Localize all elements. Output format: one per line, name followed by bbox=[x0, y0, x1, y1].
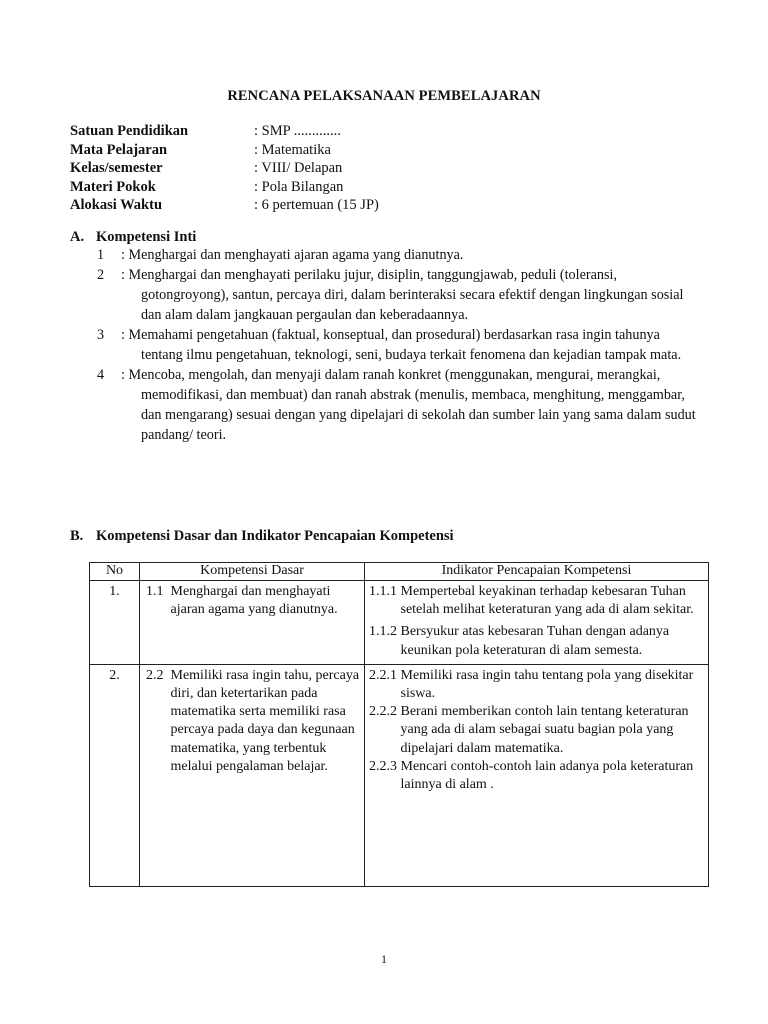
indicator-number: 1.1.2 bbox=[369, 624, 401, 640]
identity-label: Kelas/semester bbox=[70, 160, 163, 176]
column-header-no: No bbox=[90, 563, 140, 581]
list-item-text: : Mencoba, mengolah, dan menyaji dalam ranah konkret (menggunakan, mengurai, merangkai, memodifikasi, dan membuat) dan ranah abstrak (menulis, membaca, menghitung, menggambar, dan mengarang) sesuai dengan yang dipelajari di sekolah dan sumber lain yang sama dalam sudut pandang/ teori. bbox=[121, 367, 696, 443]
list-item bbox=[97, 265, 697, 325]
identity-value: : VIII/ Delapan bbox=[254, 160, 343, 176]
table-row bbox=[90, 581, 709, 665]
section-b-heading bbox=[70, 528, 454, 545]
table-header-row bbox=[90, 563, 709, 581]
identity-value: : SMP ............. bbox=[254, 123, 341, 139]
list-item bbox=[97, 325, 697, 365]
indicator-number: 2.2.3 bbox=[369, 758, 401, 774]
indicator-text: Bersyukur atas kebesaran Tuhan dengan adanya keunikan pola keteraturan di alam semesta. bbox=[400, 624, 670, 658]
section-letter: B. bbox=[70, 528, 84, 544]
list-item bbox=[97, 245, 697, 265]
identity-label: Alokasi Waktu bbox=[70, 197, 163, 213]
section-title: Kompetensi Dasar dan Indikator Pencapaian Kompetensi bbox=[96, 528, 454, 544]
indicator-text: Berani memberikan contoh lain tentang keteraturan yang ada di alam sebagai suatu bagian pola yang dipelajari dalam matematika. bbox=[400, 704, 689, 756]
list-item-text: : Menghargai dan menghayati perilaku jujur, disiplin, tanggungjawab, peduli (toleransi, gotongroyong), santun, percaya diri, dalam berinteraksi secara efektif dengan lingkungan sosial dan alam dalam jangkauan pergaulan dan keberadaannya. bbox=[121, 267, 684, 323]
indicator-text: Memiliki rasa ingin tahu tentang pola yang disekitar siswa. bbox=[400, 667, 694, 702]
indicator-item bbox=[369, 703, 704, 758]
identity-row-school bbox=[70, 122, 379, 141]
indicator-text: Mencari contoh-contoh lain adanya pola keteraturan lainnya di alam . bbox=[400, 758, 694, 793]
indicator-item bbox=[369, 583, 704, 619]
kd-number: 2.2 bbox=[146, 667, 171, 683]
identity-row-topic bbox=[70, 178, 379, 197]
indicator-item bbox=[369, 623, 704, 659]
list-item-number: 1 bbox=[97, 247, 105, 263]
kd-number: 1.1 bbox=[146, 584, 171, 599]
indicator-number: 2.2.2 bbox=[369, 704, 401, 720]
competency-table bbox=[89, 562, 709, 887]
kd-cell bbox=[140, 664, 365, 886]
section-title: Kompetensi Inti bbox=[96, 229, 197, 245]
indicator-number: 2.2.1 bbox=[369, 667, 401, 683]
column-header-ipk: Indikator Pencapaian Kompetensi bbox=[365, 563, 709, 581]
identity-label: Materi Pokok bbox=[70, 178, 156, 195]
section-letter: A. bbox=[70, 229, 85, 245]
identity-row-subject bbox=[70, 141, 379, 160]
identity-block bbox=[70, 122, 379, 215]
row-number: 1. bbox=[90, 581, 140, 665]
kd-text: Memiliki rasa ingin tahu, percaya diri, dan ketertarikan pada matematika serta memiliki rasa percaya pada daya dan kegunaan matematika, yang terbentuk melalui pengalaman belajar. bbox=[170, 667, 360, 774]
indicator-item bbox=[369, 758, 704, 794]
indicator-number: 1.1.1 bbox=[369, 584, 401, 599]
identity-label: Mata Pelajaran bbox=[70, 141, 168, 158]
column-header-kd: Kompetensi Dasar bbox=[140, 563, 365, 581]
list-item bbox=[97, 365, 697, 445]
document-title: RENCANA PELAKSANAAN PEMBELAJARAN bbox=[227, 88, 541, 104]
list-item-number: 3 bbox=[97, 327, 105, 343]
section-a-heading bbox=[70, 229, 196, 246]
indicator-item bbox=[369, 667, 704, 703]
identity-value: : 6 pertemuan (15 JP) bbox=[254, 197, 379, 213]
table-row bbox=[90, 664, 709, 886]
kd-cell bbox=[140, 581, 365, 665]
list-item-number: 2 bbox=[97, 267, 105, 283]
identity-row-class bbox=[70, 159, 379, 178]
list-item-text: : Menghargai dan menghayati ajaran agama yang dianutnya. bbox=[121, 247, 464, 263]
identity-row-time bbox=[70, 196, 379, 215]
identity-label: Satuan Pendidikan bbox=[70, 123, 189, 139]
indicator-cell bbox=[365, 581, 709, 665]
page-number: 1 bbox=[381, 952, 387, 966]
identity-value: : Matematika bbox=[254, 141, 331, 158]
row-number: 2. bbox=[90, 664, 140, 886]
identity-value: : Pola Bilangan bbox=[254, 178, 344, 195]
list-item-text: : Memahami pengetahuan (faktual, konseptual, dan prosedural) berdasarkan rasa ingin tahunya tentang ilmu pengetahuan, teknologi, seni, budaya terkait fenomena dan kejadian tampak mata. bbox=[121, 327, 682, 363]
indicator-cell bbox=[365, 664, 709, 886]
indicator-text: Mempertebal keyakinan terhadap kebesaran Tuhan setelah melihat keteraturan yang ada di alam sekitar. bbox=[400, 584, 694, 618]
kompetensi-inti-list bbox=[97, 245, 697, 445]
kd-text: Menghargai dan menghayati ajaran agama yang dianutnya. bbox=[170, 584, 338, 618]
list-item-number: 4 bbox=[97, 367, 105, 383]
